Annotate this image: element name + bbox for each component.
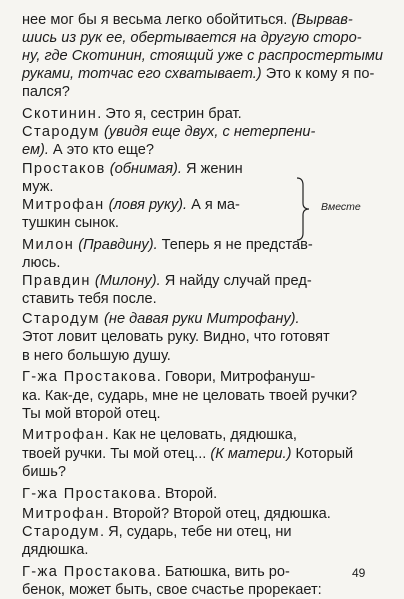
speaker-name: Простаков: [22, 161, 106, 177]
text-line: [22, 310, 300, 328]
text-line: [22, 123, 315, 141]
dialogue-text: Который: [291, 446, 354, 462]
text-line: [22, 405, 161, 423]
stage-direction: ну, где Скотинин, стоящий уже с распростертыми: [22, 48, 383, 64]
stage-direction: (обнимая).: [109, 161, 182, 177]
dialogue-text: нее мог бы я весьма легко обойтиться.: [22, 12, 292, 28]
text-line: [22, 485, 217, 503]
dialogue-text: пался?: [22, 84, 70, 100]
text-line: [22, 523, 292, 541]
speaker-name: Митрофан: [22, 197, 105, 213]
dialogue-text: . Говори, Митрофануш-: [156, 369, 316, 385]
stage-direction: (К матери.): [210, 446, 292, 462]
text-line: [22, 29, 362, 47]
stage-direction: (ловя руку).: [108, 197, 188, 213]
text-line: [22, 541, 88, 559]
dialogue-text: в него большую душу.: [22, 348, 171, 364]
stage-direction: руками, тотчас его схватывает.): [22, 66, 262, 82]
speaker-name: Стародум: [22, 124, 100, 140]
text-line: [22, 11, 353, 29]
dialogue-text: . Я, сударь, тебе ни отец, ни: [99, 524, 292, 540]
dialogue-text: Я женин: [181, 161, 243, 177]
dialogue-text: ка. Как-де, сударь, мне не целовать твоей ручки?: [22, 388, 358, 404]
text-line: [22, 387, 357, 405]
speaker-name: Митрофан: [22, 427, 105, 443]
text-line: [22, 581, 322, 599]
text-line: [22, 236, 313, 254]
dialogue-text: дядюшка.: [22, 542, 89, 558]
speaker-name: Г-жа Простакова: [22, 486, 157, 502]
text-line: [22, 254, 60, 272]
speaker-name: Г-жа Простакова: [22, 564, 157, 580]
dialogue-text: Теперь я не представ-: [157, 237, 313, 253]
dialogue-text: . Второй? Второй отец, дядюшка.: [104, 506, 331, 522]
stage-direction: шись из рук ее, обертывается на другую сторо-: [22, 30, 362, 46]
dialogue-text: тушкин сынок.: [22, 215, 119, 231]
curly-brace: [296, 177, 310, 241]
text-line: [22, 347, 171, 365]
text-line: [22, 141, 154, 159]
stage-direction: (не давая руки Митрофану).: [104, 311, 300, 327]
text-line: [22, 160, 243, 178]
text-line: [22, 105, 242, 123]
dialogue-text: бенок, может быть, свое счастье прорекает:: [22, 582, 322, 598]
dialogue-text: . Батюшка, вить ро-: [156, 564, 290, 580]
text-line: [22, 65, 374, 83]
stage-direction: (увидя еще двух, с нетерпени-: [104, 124, 316, 140]
speaker-name: Скотинин: [22, 106, 98, 122]
stage-direction: ем).: [22, 142, 49, 158]
dialogue-text: . Второй.: [156, 486, 218, 502]
text-line: [22, 328, 330, 346]
text-line: [22, 214, 119, 232]
speaker-name: Г-жа Простакова: [22, 369, 157, 385]
text-line: [22, 563, 290, 581]
text-line: [22, 290, 157, 308]
stage-direction: (Милону).: [94, 273, 161, 289]
dialogue-text: А я ма-: [187, 197, 240, 213]
dialogue-text: твоей ручки. Ты мой отец...: [22, 446, 211, 462]
dialogue-text: люсь.: [22, 255, 61, 271]
page-number: 49: [352, 566, 366, 580]
stage-direction: (Правдину).: [78, 237, 158, 253]
text-line: [22, 47, 383, 65]
dialogue-text: ставить тебя после.: [22, 291, 157, 307]
speaker-name: Стародум: [22, 524, 100, 540]
speaker-name: Митрофан: [22, 506, 105, 522]
speaker-name: Милон: [22, 237, 75, 253]
dialogue-text: Это к кому я по-: [261, 66, 375, 82]
text-line: [22, 505, 331, 523]
text-line: [22, 83, 70, 101]
dialogue-text: Я найду случай пред-: [160, 273, 312, 289]
text-line: [22, 368, 315, 386]
dialogue-text: . Это я, сестрин брат.: [97, 106, 242, 122]
dialogue-text: Ты мой второй отец.: [22, 406, 161, 422]
text-line: [22, 178, 53, 196]
dialogue-text: муж.: [22, 179, 54, 195]
stage-direction: (Вырвав-: [291, 12, 353, 28]
text-line: [22, 426, 297, 444]
dialogue-text: бишь?: [22, 464, 66, 480]
dialogue-text: . Как не целовать, дядюшка,: [104, 427, 297, 443]
text-line: [22, 272, 312, 290]
speaker-name: Стародум: [22, 311, 100, 327]
dialogue-text: А это кто еще?: [48, 142, 154, 158]
together-note: Вместе: [321, 201, 361, 213]
text-line: [22, 196, 240, 214]
text-line: [22, 445, 353, 463]
text-line: [22, 463, 66, 481]
speaker-name: Правдин: [22, 273, 91, 289]
dialogue-text: Этот ловит целовать руку. Видно, что готовят: [22, 329, 330, 345]
